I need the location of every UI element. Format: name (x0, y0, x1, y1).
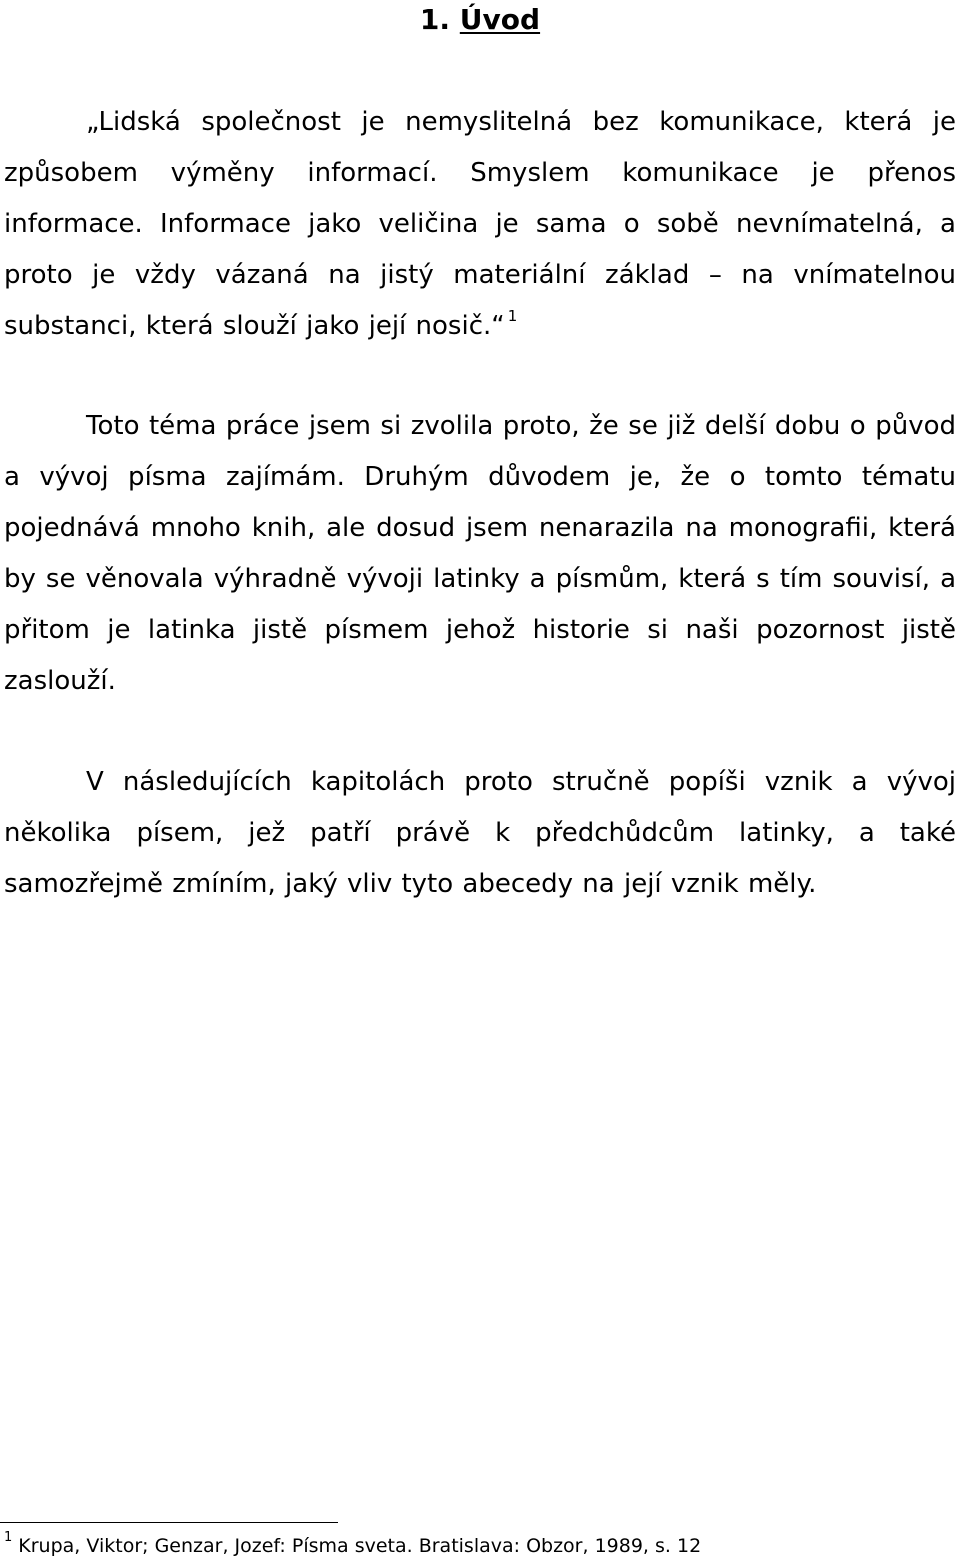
chapter-number: 1. (419, 3, 451, 36)
footnote-separator (0, 1522, 338, 1523)
footnote-text: Krupa, Viktor; Genzar, Jozef: Písma sveta. Bratislava: Obzor, 1989, s. 12 (18, 1535, 702, 1557)
footnote-reference[interactable]: 1 (507, 307, 518, 325)
outline-paragraph: V následujících kapitolách proto stručně popíši vznik a vývoj několika písem, jež patří právě k předchůdcům latinky, a také samozřejmě zmíním, jaký vliv tyto abecedy na její vznik měly. (4, 767, 956, 899)
chapter-title: Úvod (459, 3, 541, 36)
quote-text: „Lidská společnost je nemyslitelná bez komunikace, která je způsobem výměny informací. Smyslem komunikace je přenos informace. Informace jako veličina je sama o sobě nevnímatelná, a proto je vždy vázaná na jistý materiální základ – na vnímatelnou substanci, která slouží jako její nosič.“ (4, 107, 956, 341)
footnote (4, 1530, 702, 1562)
motivation-paragraph: Toto téma práce jsem si zvolila proto, že se již delší dobu o původ a vývoj písma zajímám. Druhým důvodem je, že o tomto tématu pojednává mnoho knih, ale dosud jsem nenarazila na monografii, která by se věnovala výhradně vývoji latinky a písmům, která s tím souvisí, a přitom je latinka jistě písmem jehož historie si naši pozornost jistě zaslouží. (4, 411, 956, 696)
page-title (0, 2, 960, 38)
quote-paragraph (4, 97, 956, 355)
footnote-number: 1 (4, 1530, 13, 1545)
